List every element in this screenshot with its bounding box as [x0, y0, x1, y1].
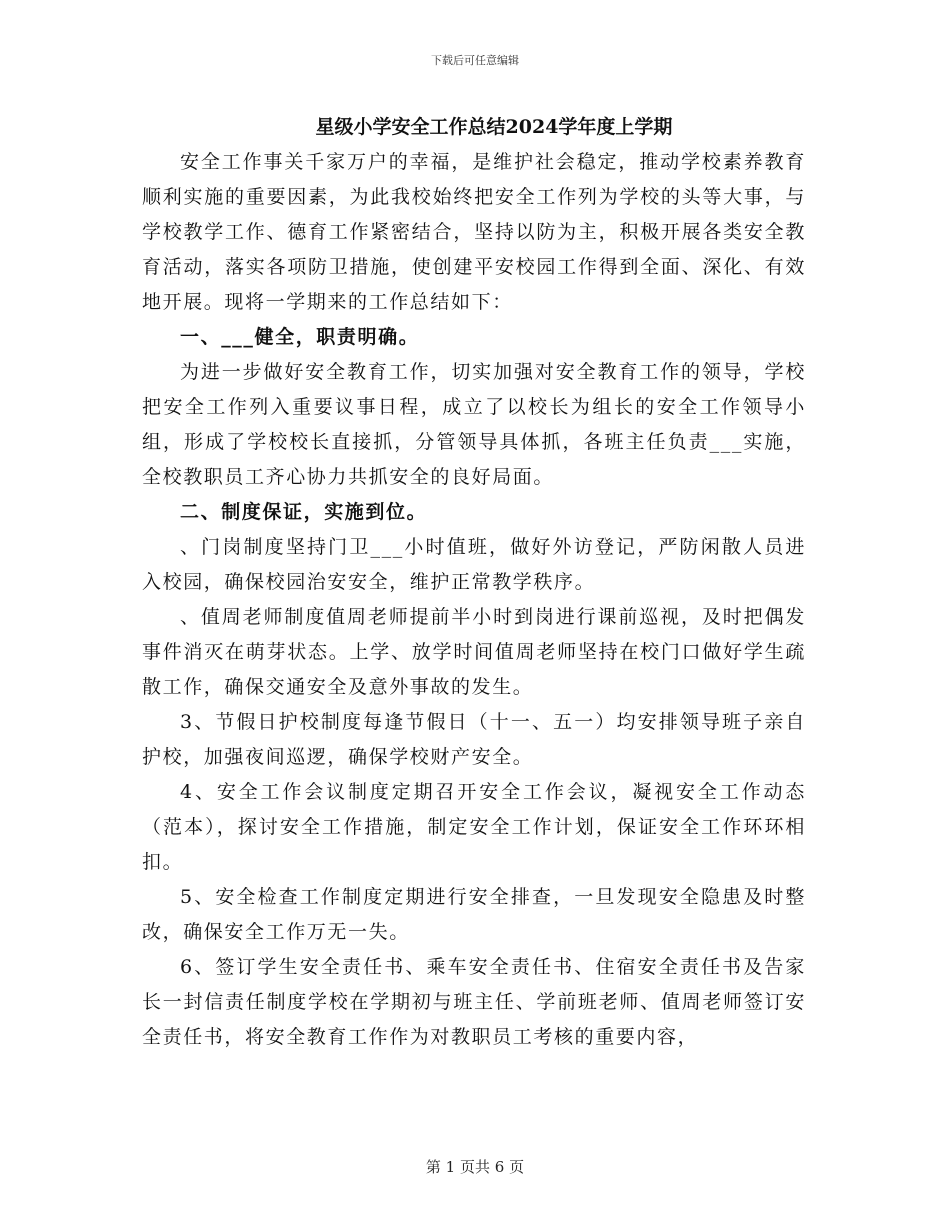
section-heading-2: 二、制度保证，实施到位。 — [180, 501, 428, 523]
document-body — [142, 113, 806, 1055]
paragraph-holiday-patrol: 3、节假日护校制度每逢节假日（十一、五一）均安排领导班子亲自护校，加强夜间巡逻，确保学校财产安全。 — [142, 711, 806, 768]
paragraph-safety-meeting: 4、安全工作会议制度定期召开安全工作会议，凝视安全工作动态（范本），探讨安全工作措施，制定安全工作计划，保证安全工作环环相扣。 — [142, 781, 806, 873]
paragraph-intro: 安全工作事关千家万户的幸福，是维护社会稳定，推动学校素养教育顺利实施的重要因素，为此我校始终把安全工作列为学校的头等大事，与学校教学工作、德育工作紧密结合，坚持以防为主，积极开展各类安全教育活动，落实各项防卫措施，使创建平安校园工作得到全面、深化、有效地开展。现将一学期来的工作总结如下： — [142, 151, 806, 313]
paragraph-safety-inspection: 5、安全检查工作制度定期进行安全排查，一旦发现安全隐患及时整改，确保安全工作万无一失。 — [142, 886, 806, 943]
page-number: 第 1 页共 6 页 — [425, 1158, 525, 1176]
section-heading-1: 一、___健全，职责明确。 — [180, 326, 420, 348]
paragraph-responsibility: 6、签订学生安全责任书、乘车安全责任书、住宿安全责任书及告家长一封信责任制度学校在学期初与班主任、学前班老师、值周老师签订安全责任书，将安全教育工作作为对教职员工考核的重要内容， — [142, 956, 806, 1048]
paragraph-gate-duty: 、门岗制度坚持门卫___小时值班，做好外访登记，严防闲散人员进入校园，确保校园治安安全，维护正常教学秩序。 — [142, 536, 806, 593]
paragraph-organization: 为进一步做好安全教育工作，切实加强对安全教育工作的领导，学校把安全工作列入重要议事日程，成立了以校长为组长的安全工作领导小组，形成了学校校长直接抓，分管领导具体抓，各班主任负责___实施，全校教职员工齐心协力共抓安全的良好局面。 — [142, 361, 806, 488]
document-title: 星级小学安全工作总结2024学年度上学期 — [315, 116, 673, 138]
paragraph-weekly-teacher: 、值周老师制度值周老师提前半小时到岗进行课前巡视，及时把偶发事件消灭在萌芽状态。上学、放学时间值周老师坚持在校门口做好学生疏散工作，确保交通安全及意外事故的发生。 — [142, 606, 806, 698]
page-header-note: 下载后可任意编辑 — [431, 54, 519, 67]
